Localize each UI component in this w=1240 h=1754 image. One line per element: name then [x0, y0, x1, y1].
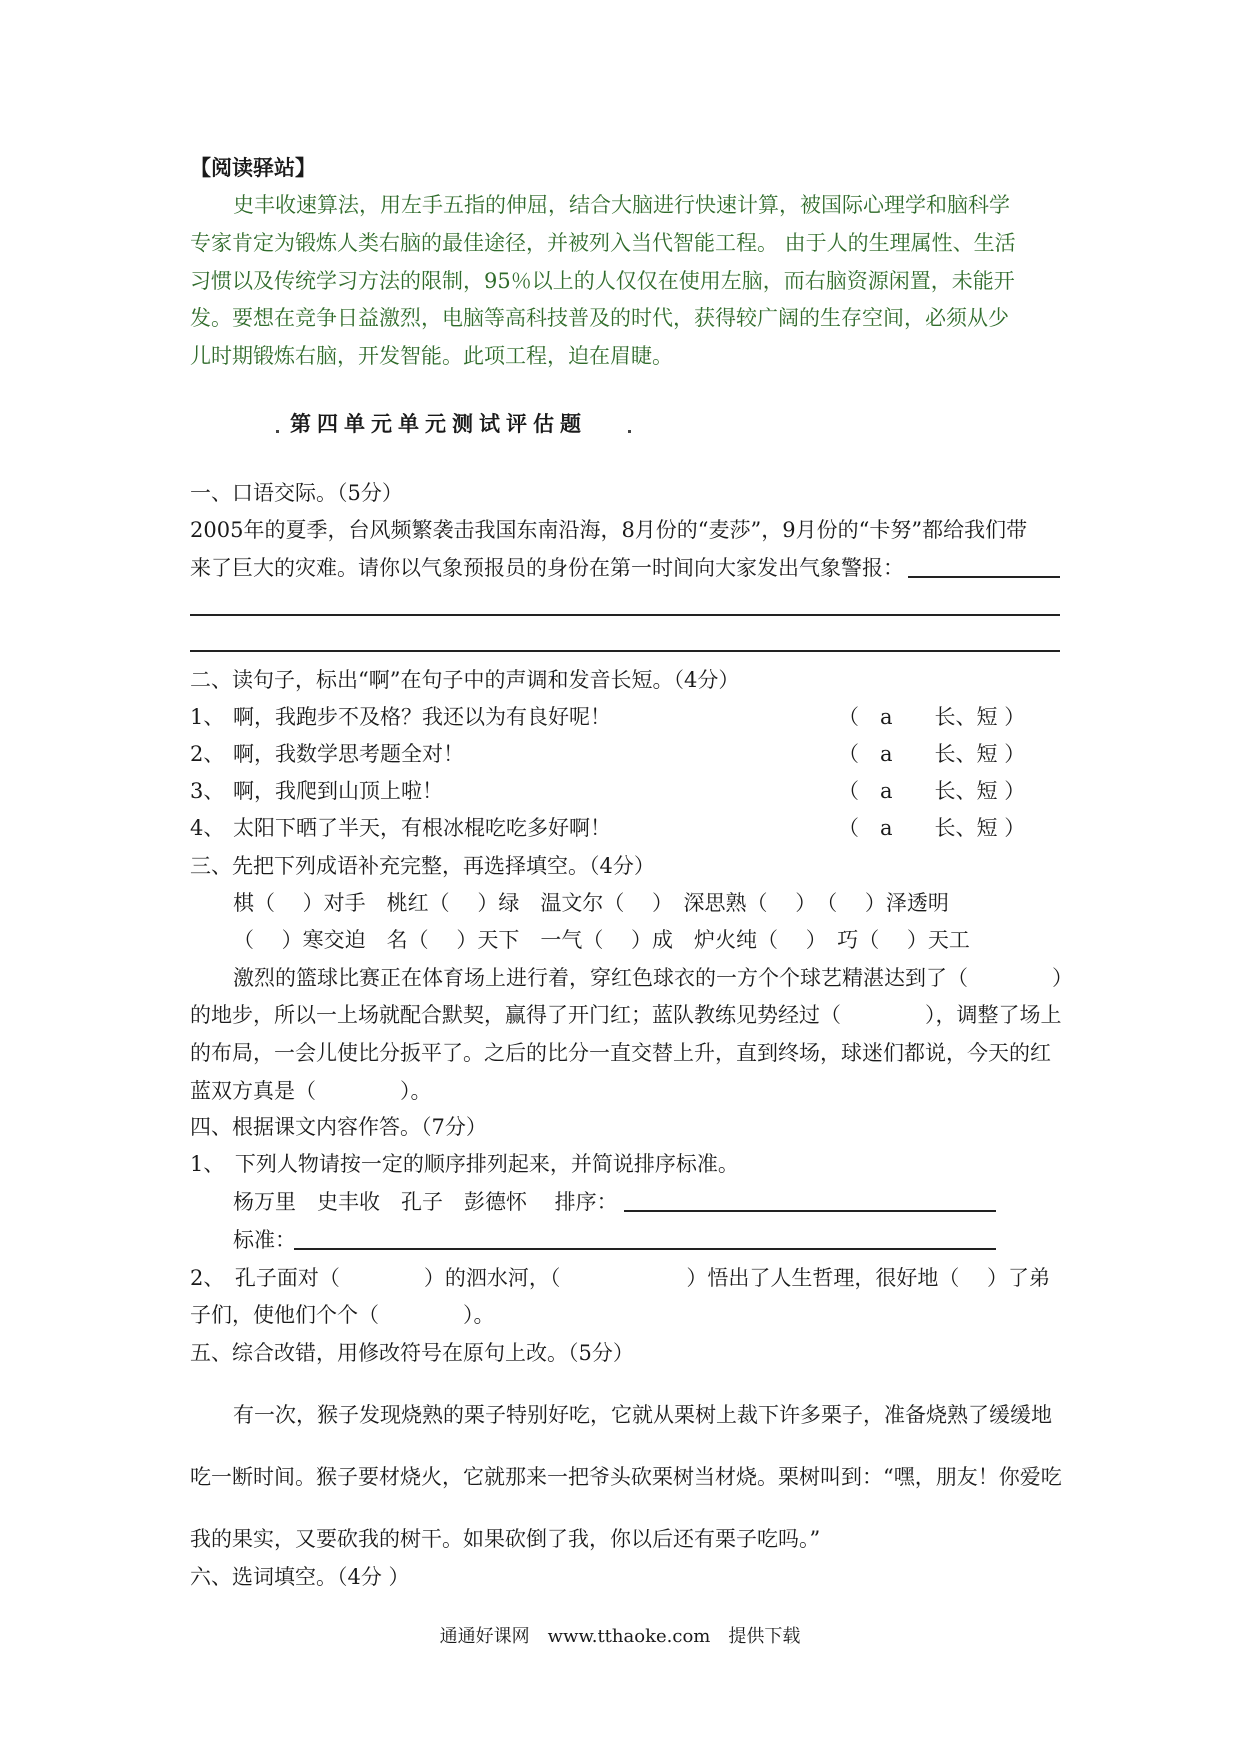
paragraph-line: 的地步，所以一上场就配合默契，赢得了开门红；蓝队教练见势经过（ ），调整了场上 — [190, 1003, 1062, 1027]
reading-line: 专家肯定为锻炼人类右脑的最佳途径，并被列入当代智能工程。 由于人的生理属性、生活 — [190, 231, 1016, 255]
paragraph-line: 我的果实，又要砍我的树干。如果砍倒了我，你以后还有栗子吃吗。” — [190, 1527, 821, 1551]
reading-header: 【阅读驿站】 — [190, 155, 316, 180]
item-text: 太阳下晒了半天，有根冰棍吃吃多好啊！ — [233, 816, 611, 840]
item-text: 啊，我跑步不及格？我还以为有良好呢！ — [233, 705, 611, 729]
section-6-heading: 六、选词填空。（4分 ） — [190, 1565, 410, 1589]
item-choice[interactable]: （ a 长、短 ） — [838, 816, 1026, 840]
reading-line: 儿时期锻炼右脑，开发智能。此项工程，迫在眉睫。 — [190, 344, 673, 368]
item-text: 啊，我数学思考题全对！ — [233, 742, 464, 766]
answer-line[interactable] — [190, 614, 1060, 616]
item-choice[interactable]: （ a 长、短 ） — [838, 779, 1026, 803]
item-number: 2、 — [190, 742, 225, 766]
section-3-heading: 三、先把下列成语补充完整，再选择填空。（4分） — [190, 854, 655, 878]
item-number: 4、 — [190, 816, 225, 840]
item-text: 啊，我爬到山顶上啦！ — [233, 779, 443, 803]
item-number: 1、 — [190, 705, 225, 729]
question-2: 子们，使他们个个（ ）。 — [190, 1303, 495, 1327]
paragraph-line: 的布局，一会儿使比分扳平了。之后的比分一直交替上升，直到终场，球迷们都说，今天的红 — [190, 1041, 1051, 1065]
item-choice[interactable]: （ a 长、短 ） — [838, 705, 1026, 729]
section-1-line: 来了巨大的灾难。请你以气象预报员的身份在第一时间向大家发出气象警报： — [190, 556, 904, 580]
answer-line[interactable] — [190, 650, 1060, 652]
section-4-heading: 四、根据课文内容作答。（7分） — [190, 1115, 487, 1139]
question-1: 1、 下列人物请按一定的顺序排列起来，并简说排序标准。 — [190, 1152, 739, 1176]
order-answer-line[interactable] — [624, 1210, 996, 1212]
question-2: 2、 孔子面对（ ）的泗水河，（ ）悟出了人生哲理，很好地（ ）了弟 — [190, 1266, 1051, 1290]
paragraph-line: 蓝双方真是（ ）。 — [190, 1079, 432, 1103]
standard-label: 标准： — [233, 1228, 296, 1252]
idiom-row[interactable]: （ ）寒交迫 名（ ）天下 一气（ ）成 炉火纯（ ） 巧（ ）天工 — [233, 928, 970, 952]
section-1-line: 2005年的夏季，台风频繁袭击我国东南沿海，8月份的“麦莎”，9月份的“卡努”都给我们带 — [190, 518, 1028, 542]
page-title: 第四单元单元测试评估题 — [290, 411, 587, 436]
paragraph-line: 激烈的篮球比赛正在体育场上进行着，穿红色球衣的一方个个球艺精湛达到了（ ） — [233, 966, 1073, 990]
section-1-heading: 一、口语交际。（5分） — [190, 481, 403, 505]
page-footer: 通通好课网 www.tthaoke.com 提供下载 — [439, 1626, 801, 1647]
item-choice[interactable]: （ a 长、短 ） — [838, 742, 1026, 766]
section-5-heading: 五、综合改错，用修改符号在原句上改。（5分） — [190, 1341, 634, 1365]
paragraph-line: 吃一断时间。猴子要材烧火，它就那来一把爷头砍栗树当材烧。栗树叫到：“嘿，朋友！你爱吃 — [190, 1465, 1062, 1489]
reading-line: 史丰收速算法，用左手五指的伸屈，结合大脑进行快速计算，被国际心理学和脑科学 — [233, 193, 1010, 217]
item-number: 3、 — [190, 779, 225, 803]
section-2-heading: 二、读句子，标出“啊”在句子中的声调和发音长短。（4分） — [190, 668, 740, 692]
answer-line[interactable] — [908, 576, 1060, 578]
standard-answer-line[interactable] — [294, 1248, 996, 1250]
reading-line: 发。要想在竞争日益激烈，电脑等高科技普及的时代，获得较广阔的生存空间，必须从少 — [190, 306, 1009, 330]
decor-dot — [628, 430, 631, 433]
reading-line: 习惯以及传统学习方法的限制，95％以上的人仅仅在使用左脑，而右脑资源闲置，未能开 — [190, 269, 1015, 293]
paragraph-line: 有一次，猴子发现烧熟的栗子特别好吃，它就从栗树上裁下许多栗子，准备烧熟了缓缓地 — [233, 1403, 1052, 1427]
names-row: 杨万里 史丰收 孔子 彭德怀 排序： — [233, 1190, 618, 1214]
idiom-row[interactable]: 棋（ ）对手 桃红（ ）绿 温文尔（ ） 深思熟（ ） （ ）泽透明 — [233, 891, 949, 915]
decor-dot — [276, 430, 279, 433]
